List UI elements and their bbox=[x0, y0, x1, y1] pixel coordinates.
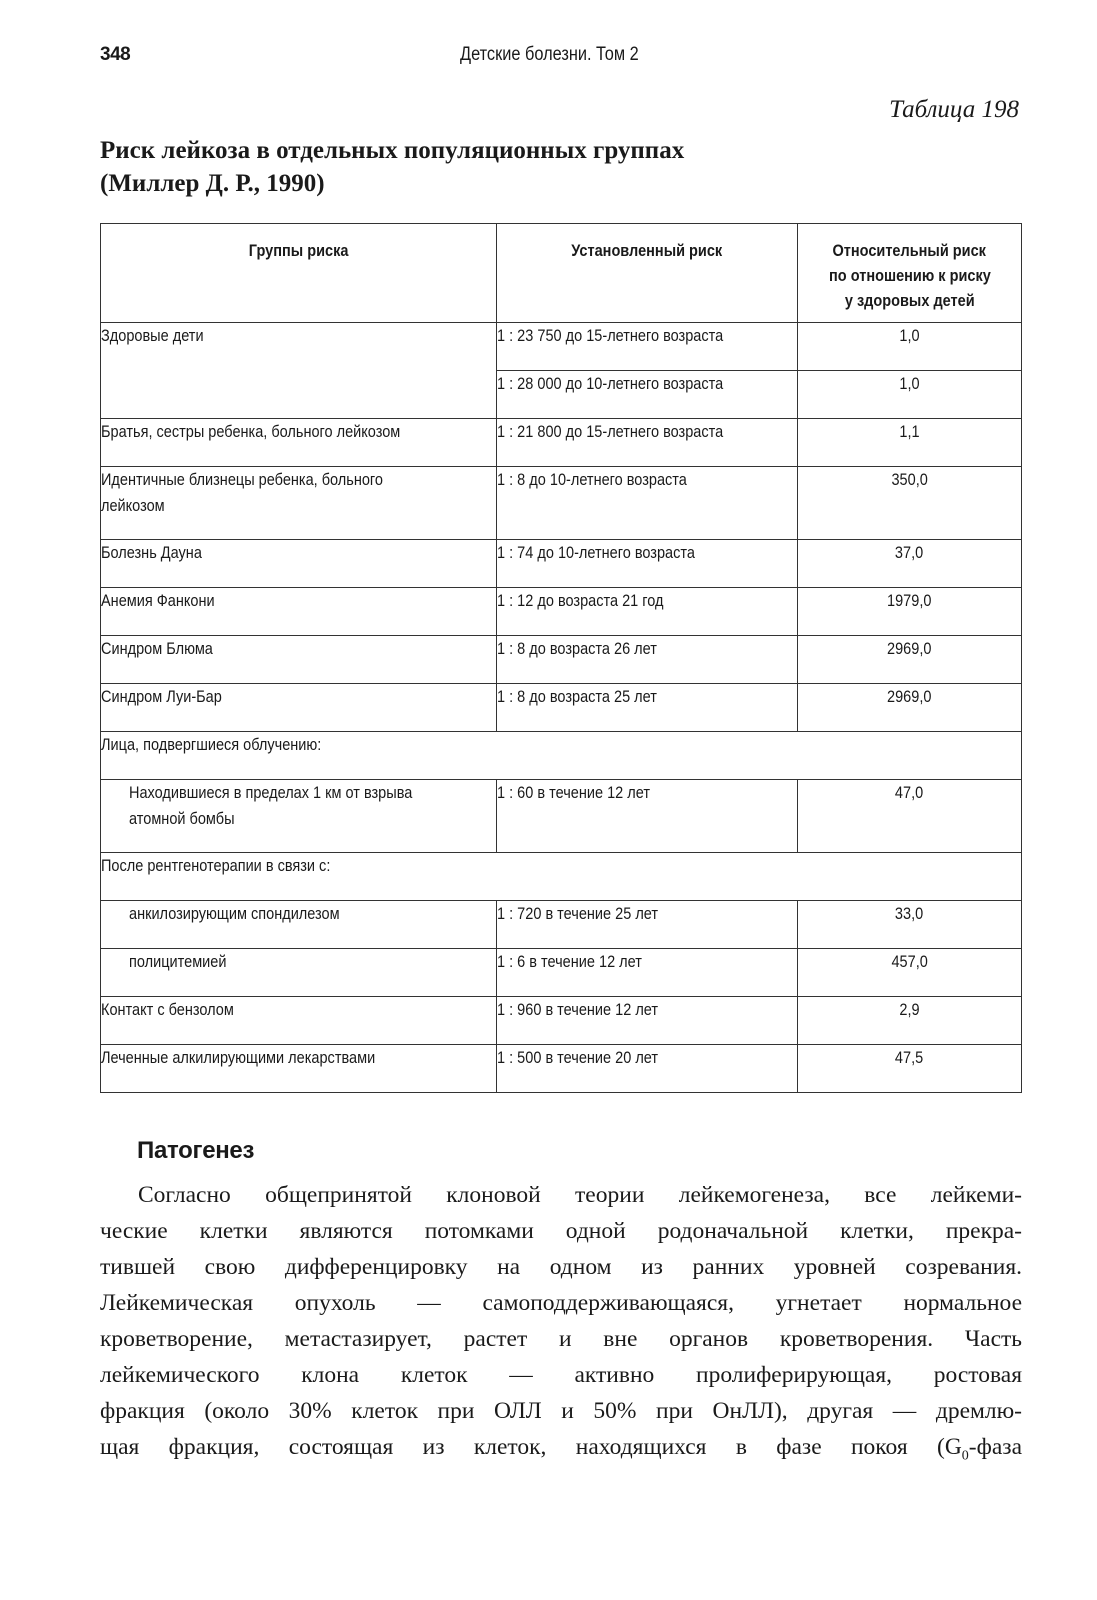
table-title-line2: (Миллер Д. Р., 1990) bbox=[100, 170, 325, 197]
group-cell: анкилозирующим спондилезом bbox=[101, 901, 497, 949]
group-cell: Синдром Луи-Бар bbox=[101, 684, 497, 732]
risk-cell: 1 : 74 до 10-летнего возраста bbox=[497, 540, 798, 588]
relative-cell: 457,0 bbox=[798, 949, 1022, 997]
running-title: Детские болезни. Том 2 bbox=[460, 44, 639, 65]
table-section-row bbox=[101, 853, 1022, 901]
relative-cell: 350,0 bbox=[798, 467, 1022, 540]
group-cell: Анемия Фанкони bbox=[101, 588, 497, 636]
table-row bbox=[101, 780, 1022, 853]
relative-cell: 1,0 bbox=[798, 323, 1022, 371]
paragraph-line: щая фракция, состоящая из клеток, находящихся в фазе покоя ($G_0$-фаза bbox=[100, 1434, 1022, 1464]
risk-cell: 1 : 21 800 до 15-летнего возраста bbox=[497, 419, 798, 467]
risk-cell: 1 : 500 в течение 20 лет bbox=[497, 1045, 798, 1093]
group-cell: полицитемией bbox=[101, 949, 497, 997]
paragraph-line: фракция (около 30% клеток при ОЛЛ и 50% при ОнЛЛ), другая — дремлю- bbox=[100, 1398, 1022, 1424]
table-section-row bbox=[101, 732, 1022, 780]
paragraph-line: Лейкемическая опухоль — самоподдерживающаяся, угнетает нормальное bbox=[100, 1290, 1022, 1316]
page-header bbox=[100, 44, 1022, 74]
relative-cell: 2,9 bbox=[798, 997, 1022, 1045]
table-row bbox=[101, 997, 1022, 1045]
table-number: Таблица 198 bbox=[889, 96, 1019, 123]
relative-cell: 1,0 bbox=[798, 371, 1022, 419]
page-number: 348 bbox=[100, 44, 131, 65]
group-cell: Контакт с бензолом bbox=[101, 997, 497, 1045]
risk-cell: 1 : 8 до возраста 25 лет bbox=[497, 684, 798, 732]
risk-cell: 1 : 12 до возраста 21 год bbox=[497, 588, 798, 636]
risk-table bbox=[100, 223, 1022, 1093]
header-relative: Относительный риск по отношению к риску у здоровых детей bbox=[798, 224, 1022, 323]
relative-cell: 1,1 bbox=[798, 419, 1022, 467]
risk-cell: 1 : 8 до возраста 26 лет bbox=[497, 636, 798, 684]
table-row bbox=[101, 1045, 1022, 1093]
section-cell: Лица, подвергшиеся облучению: bbox=[101, 732, 1022, 780]
section-cell: После рентгенотерапии в связи с: bbox=[101, 853, 1022, 901]
table-header-row bbox=[101, 224, 1022, 323]
table-row bbox=[101, 901, 1022, 949]
group-cell: Братья, сестры ребенка, больного лейкозом bbox=[101, 419, 497, 467]
table-title-line1: Риск лейкоза в отдельных популяционных группах bbox=[100, 137, 685, 164]
risk-cell: 1 : 60 в течение 12 лет bbox=[497, 780, 798, 853]
group-cell: Идентичные близнецы ребенка, больного лейкозом bbox=[101, 467, 497, 540]
body-paragraph bbox=[100, 1177, 1022, 1475]
risk-cell: 1 : 28 000 до 10-летнего возраста bbox=[497, 371, 798, 419]
risk-cell: 1 : 6 в течение 12 лет bbox=[497, 949, 798, 997]
paragraph-line: лейкемического клона клеток — активно пролиферирующая, ростовая bbox=[100, 1362, 1022, 1388]
table-row bbox=[101, 323, 1022, 371]
table-title bbox=[100, 134, 860, 200]
paragraph-line: Согласно общепринятой клоновой теории лейкемогенеза, все лейкеми- bbox=[138, 1182, 1022, 1208]
relative-cell: 37,0 bbox=[798, 540, 1022, 588]
header-groups: Группы риска bbox=[101, 224, 497, 323]
relative-cell: 47,0 bbox=[798, 780, 1022, 853]
risk-cell: 1 : 960 в течение 12 лет bbox=[497, 997, 798, 1045]
group-cell: Находившиеся в пределах 1 км от взрыва атомной бомбы bbox=[101, 780, 497, 853]
risk-cell: 1 : 23 750 до 15-летнего возраста bbox=[497, 323, 798, 371]
header-risk: Установленный риск bbox=[497, 224, 798, 323]
risk-cell: 1 : 720 в течение 25 лет bbox=[497, 901, 798, 949]
paragraph-line: ческие клетки являются потомками одной родоначальной клетки, прекра- bbox=[100, 1218, 1022, 1244]
risk-cell: 1 : 8 до 10-летнего возраста bbox=[497, 467, 798, 540]
relative-cell: 1979,0 bbox=[798, 588, 1022, 636]
relative-cell: 33,0 bbox=[798, 901, 1022, 949]
group-cell: Здоровые дети bbox=[101, 323, 497, 419]
group-cell: Леченные алкилирующими лекарствами bbox=[101, 1045, 497, 1093]
table-row bbox=[101, 540, 1022, 588]
table-row bbox=[101, 588, 1022, 636]
table-row bbox=[101, 419, 1022, 467]
table-row bbox=[101, 467, 1022, 540]
relative-cell: 2969,0 bbox=[798, 636, 1022, 684]
group-cell: Синдром Блюма bbox=[101, 636, 497, 684]
table-row bbox=[101, 684, 1022, 732]
table-row bbox=[101, 949, 1022, 997]
section-heading: Патогенез bbox=[137, 1137, 255, 1164]
relative-cell: 2969,0 bbox=[798, 684, 1022, 732]
group-cell: Болезнь Дауна bbox=[101, 540, 497, 588]
paragraph-line: кроветворение, метастазирует, растет и вне органов кроветворения. Часть bbox=[100, 1326, 1022, 1352]
table-row bbox=[101, 636, 1022, 684]
relative-cell: 47,5 bbox=[798, 1045, 1022, 1093]
paragraph-line: тившей свою дифференцировку на одном из ранних уровней созревания. bbox=[100, 1254, 1022, 1280]
